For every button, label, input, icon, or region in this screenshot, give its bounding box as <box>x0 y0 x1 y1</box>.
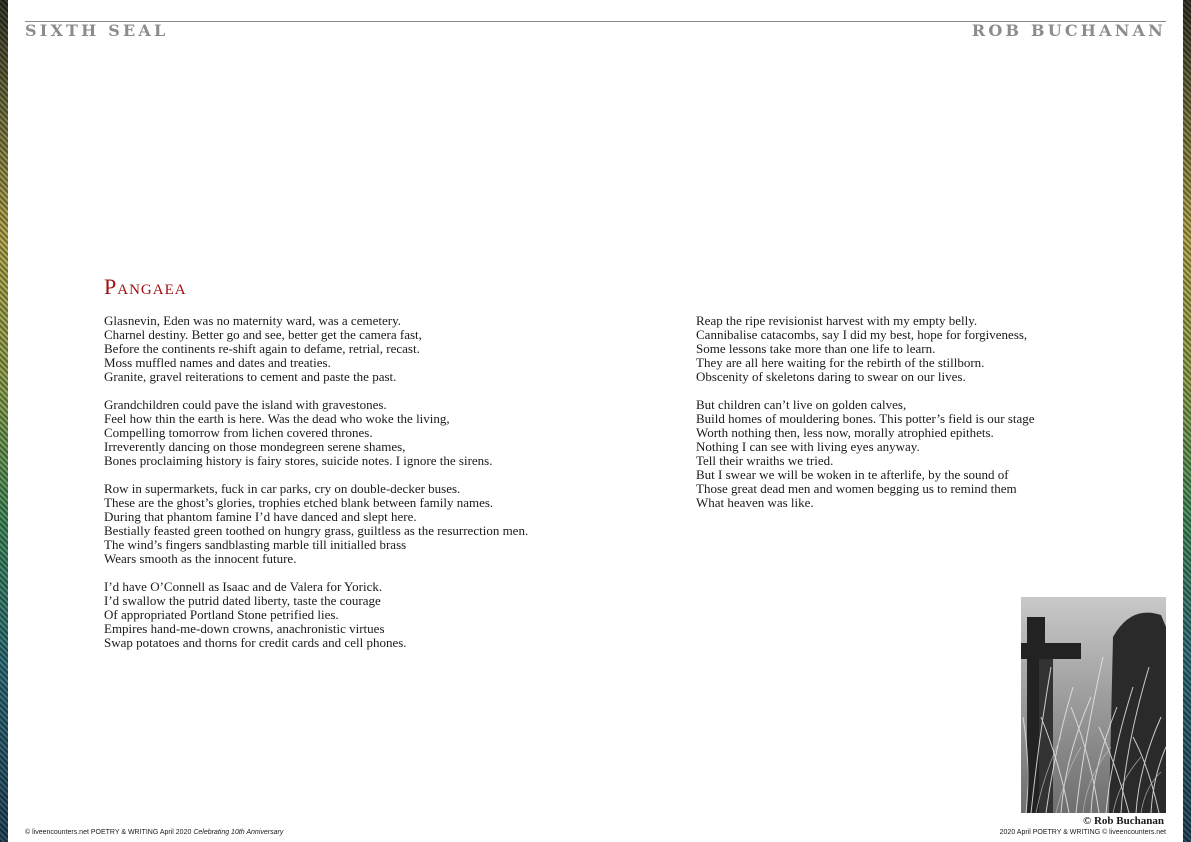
poem-line: Compelling tomorrow from lichen covered thrones. <box>104 425 373 440</box>
poem-line: Those great dead men and women begging us to remind them <box>696 481 1017 496</box>
poem-line: They are all here waiting for the rebirth of the stillborn. <box>696 355 985 370</box>
poem-line: Nothing I can see with living eyes anyway. <box>696 439 920 454</box>
footer-left-text: © liveencounters.net POETRY & WRITING April 2020 <box>25 829 194 836</box>
magazine-page <box>8 0 1183 842</box>
stanza <box>104 482 528 566</box>
poem-line: Moss muffled names and dates and treaties. <box>104 355 331 370</box>
poem-line: But children can’t live on golden calves, <box>696 397 907 412</box>
poem-line: Of appropriated Portland Stone petrified lies. <box>104 607 339 622</box>
stanza <box>104 314 528 384</box>
poem-column-right <box>696 314 1035 524</box>
poem-line: But I swear we will be woken in te afterlife, by the sound of <box>696 467 1009 482</box>
poem-line: Reap the ripe revisionist harvest with my empty belly. <box>696 313 978 328</box>
poem-line: Granite, gravel reiterations to cement and paste the past. <box>104 369 397 384</box>
footer-left <box>25 829 283 836</box>
poem-line: Wears smooth as the innocent future. <box>104 551 297 566</box>
poem-line: Empires hand-me-down crowns, anachronistic virtues <box>104 621 385 636</box>
poem-line: Glasnevin, Eden was no maternity ward, was a cemetery. <box>104 313 401 328</box>
poem-line: Grandchildren could pave the island with gravestones. <box>104 397 387 412</box>
footer-right: 2020 April POETRY & WRITING © liveencounters.net <box>999 829 1166 836</box>
poem-line: Worth nothing then, less now, morally atrophied epithets. <box>696 425 994 440</box>
stanza <box>104 398 528 468</box>
poem-line: Bestially feasted green toothed on hungry grass, guiltless as the resurrection men. <box>104 523 529 538</box>
stanza <box>696 398 1035 510</box>
poem-line: I’d swallow the putrid dated liberty, taste the courage <box>104 593 381 608</box>
poem-column-left <box>104 314 528 664</box>
poem-line: Cannibalise catacombs, say I did my best, hope for forgiveness, <box>696 327 1028 342</box>
poem-line: Row in supermarkets, fuck in car parks, cry on double-decker buses. <box>104 481 461 496</box>
stanza <box>104 580 528 650</box>
poem-line: During that phantom famine I’d have danced and slept here. <box>104 509 417 524</box>
stanza <box>696 314 1035 384</box>
poem-line: What heaven was like. <box>696 495 814 510</box>
poem-line: Build homes of mouldering bones. This potter’s field is our stage <box>696 411 1035 426</box>
poem-line: Bones proclaiming history is fairy stores, suicide notes. I ignore the sirens. <box>104 453 493 468</box>
poem-line: These are the ghost’s glories, trophies etched blank between family names. <box>104 495 494 510</box>
poem-line: Some lessons take more than one life to learn. <box>696 341 936 356</box>
poem-line: Charnel destiny. Better go and see, better get the camera fast, <box>104 327 422 342</box>
graveyard-photo <box>1021 597 1166 813</box>
poem-title: Pangaea <box>104 274 187 299</box>
poem-line: Before the continents re-shift again to defame, retrial, recast. <box>104 341 420 356</box>
poem-line: Irreverently dancing on those mondegreen serene shames, <box>104 439 406 454</box>
photo-credit: © Rob Buchanan <box>1083 815 1164 827</box>
poem-line: Feel how thin the earth is here. Was the dead who woke the living, <box>104 411 450 426</box>
poem-line: The wind’s fingers sandblasting marble till initialled brass <box>104 537 407 552</box>
poem-line: Obscenity of skeletons daring to swear on our lives. <box>696 369 966 384</box>
author-name: ROB BUCHANAN <box>971 21 1166 40</box>
poem-line: Tell their wraiths we tried. <box>696 453 834 468</box>
section-title: SIXTH SEAL <box>25 21 169 40</box>
footer-anniversary: Celebrating 10th Anniversary <box>193 829 284 836</box>
poem-line: Swap potatoes and thorns for credit cards and cell phones. <box>104 635 407 650</box>
poem-line: I’d have O’Connell as Isaac and de Valera for Yorick. <box>104 579 383 594</box>
